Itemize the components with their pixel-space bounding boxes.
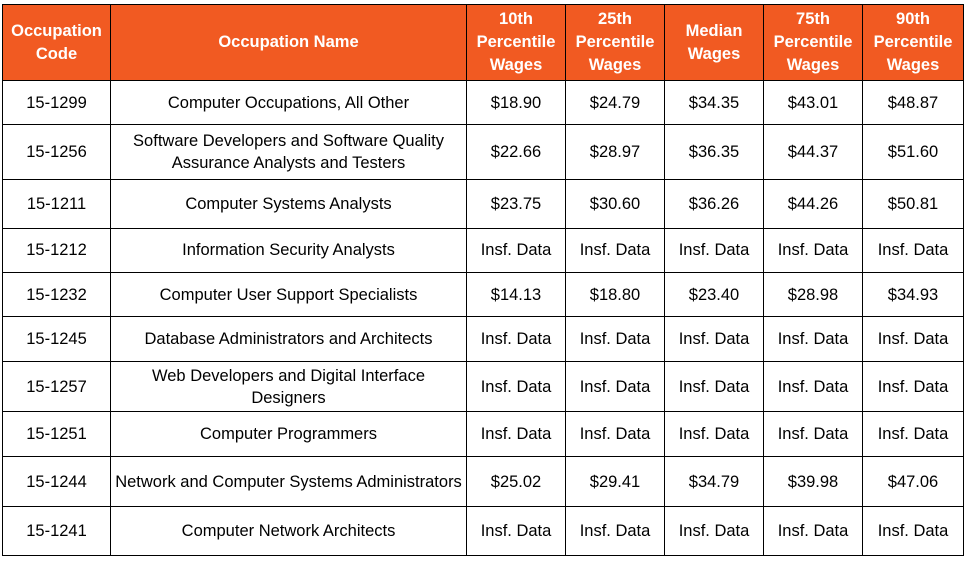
- cell-occupation-name: Web Developers and Digital Interface Designers: [111, 361, 467, 412]
- cell-p10-wage: Insf. Data: [467, 412, 566, 456]
- cell-occupation-code: 15-1251: [3, 412, 111, 456]
- cell-p90-wage: Insf. Data: [863, 317, 964, 361]
- cell-occupation-name: Network and Computer Systems Administrators: [111, 456, 467, 507]
- header-occupation-name: Occupation Name: [111, 5, 467, 81]
- cell-occupation-name: Computer Programmers: [111, 412, 467, 456]
- table-row: [3, 228, 964, 272]
- header-25th-percentile: 25th Percentile Wages: [566, 5, 665, 81]
- cell-p90-wage: $47.06: [863, 456, 964, 507]
- cell-occupation-name: Computer Network Architects: [111, 507, 467, 556]
- table-row: [3, 507, 964, 556]
- cell-p75-wage: Insf. Data: [764, 317, 863, 361]
- cell-p75-wage: Insf. Data: [764, 412, 863, 456]
- table-row: [3, 412, 964, 456]
- cell-p90-wage: $34.93: [863, 272, 964, 316]
- cell-occupation-name: Software Developers and Software Quality Assurance Analysts and Testers: [111, 125, 467, 180]
- cell-p25-wage: $30.60: [566, 180, 665, 229]
- header-row: [3, 5, 964, 81]
- cell-median-wage: Insf. Data: [665, 228, 764, 272]
- cell-occupation-code: 15-1212: [3, 228, 111, 272]
- cell-p25-wage: Insf. Data: [566, 228, 665, 272]
- cell-p75-wage: Insf. Data: [764, 507, 863, 556]
- cell-p25-wage: $24.79: [566, 81, 665, 125]
- cell-p75-wage: Insf. Data: [764, 228, 863, 272]
- cell-p25-wage: Insf. Data: [566, 317, 665, 361]
- cell-median-wage: Insf. Data: [665, 361, 764, 412]
- cell-p10-wage: $23.75: [467, 180, 566, 229]
- cell-p75-wage: $44.37: [764, 125, 863, 180]
- cell-p90-wage: Insf. Data: [863, 228, 964, 272]
- wages-table: [2, 4, 964, 556]
- cell-occupation-code: 15-1241: [3, 507, 111, 556]
- cell-p90-wage: Insf. Data: [863, 507, 964, 556]
- cell-p10-wage: Insf. Data: [467, 228, 566, 272]
- cell-occupation-code: 15-1299: [3, 81, 111, 125]
- cell-p25-wage: $29.41: [566, 456, 665, 507]
- cell-p10-wage: Insf. Data: [467, 361, 566, 412]
- table-row: [3, 180, 964, 229]
- cell-p25-wage: $28.97: [566, 125, 665, 180]
- table-row: [3, 81, 964, 125]
- cell-occupation-name: Computer Occupations, All Other: [111, 81, 467, 125]
- cell-p10-wage: $22.66: [467, 125, 566, 180]
- cell-occupation-code: 15-1211: [3, 180, 111, 229]
- cell-p75-wage: $28.98: [764, 272, 863, 316]
- cell-p75-wage: $44.26: [764, 180, 863, 229]
- table-row: [3, 125, 964, 180]
- cell-median-wage: Insf. Data: [665, 317, 764, 361]
- cell-occupation-name: Computer Systems Analysts: [111, 180, 467, 229]
- cell-p75-wage: Insf. Data: [764, 361, 863, 412]
- cell-p75-wage: $39.98: [764, 456, 863, 507]
- header-10th-percentile: 10th Percentile Wages: [467, 5, 566, 81]
- header-90th-percentile: 90th Percentile Wages: [863, 5, 964, 81]
- table-row: [3, 317, 964, 361]
- cell-median-wage: $34.79: [665, 456, 764, 507]
- cell-p10-wage: $14.13: [467, 272, 566, 316]
- cell-p10-wage: Insf. Data: [467, 317, 566, 361]
- cell-p25-wage: Insf. Data: [566, 507, 665, 556]
- cell-p10-wage: $18.90: [467, 81, 566, 125]
- cell-median-wage: $36.35: [665, 125, 764, 180]
- cell-median-wage: $23.40: [665, 272, 764, 316]
- cell-p90-wage: $50.81: [863, 180, 964, 229]
- cell-p10-wage: $25.02: [467, 456, 566, 507]
- cell-p25-wage: Insf. Data: [566, 361, 665, 412]
- cell-occupation-code: 15-1244: [3, 456, 111, 507]
- cell-occupation-code: 15-1256: [3, 125, 111, 180]
- cell-median-wage: $34.35: [665, 81, 764, 125]
- cell-median-wage: Insf. Data: [665, 412, 764, 456]
- cell-p90-wage: $48.87: [863, 81, 964, 125]
- cell-p90-wage: Insf. Data: [863, 361, 964, 412]
- table-row: [3, 361, 964, 412]
- table-row: [3, 272, 964, 316]
- cell-p10-wage: Insf. Data: [467, 507, 566, 556]
- cell-p90-wage: Insf. Data: [863, 412, 964, 456]
- cell-p75-wage: $43.01: [764, 81, 863, 125]
- cell-occupation-code: 15-1232: [3, 272, 111, 316]
- cell-median-wage: $36.26: [665, 180, 764, 229]
- cell-occupation-code: 15-1257: [3, 361, 111, 412]
- cell-occupation-name: Database Administrators and Architects: [111, 317, 467, 361]
- cell-p25-wage: Insf. Data: [566, 412, 665, 456]
- table-row: [3, 456, 964, 507]
- cell-p90-wage: $51.60: [863, 125, 964, 180]
- cell-p25-wage: $18.80: [566, 272, 665, 316]
- cell-median-wage: Insf. Data: [665, 507, 764, 556]
- header-median: Median Wages: [665, 5, 764, 81]
- cell-occupation-code: 15-1245: [3, 317, 111, 361]
- cell-occupation-name: Information Security Analysts: [111, 228, 467, 272]
- header-occupation-code: Occupation Code: [3, 5, 111, 81]
- header-75th-percentile: 75th Percentile Wages: [764, 5, 863, 81]
- cell-occupation-name: Computer User Support Specialists: [111, 272, 467, 316]
